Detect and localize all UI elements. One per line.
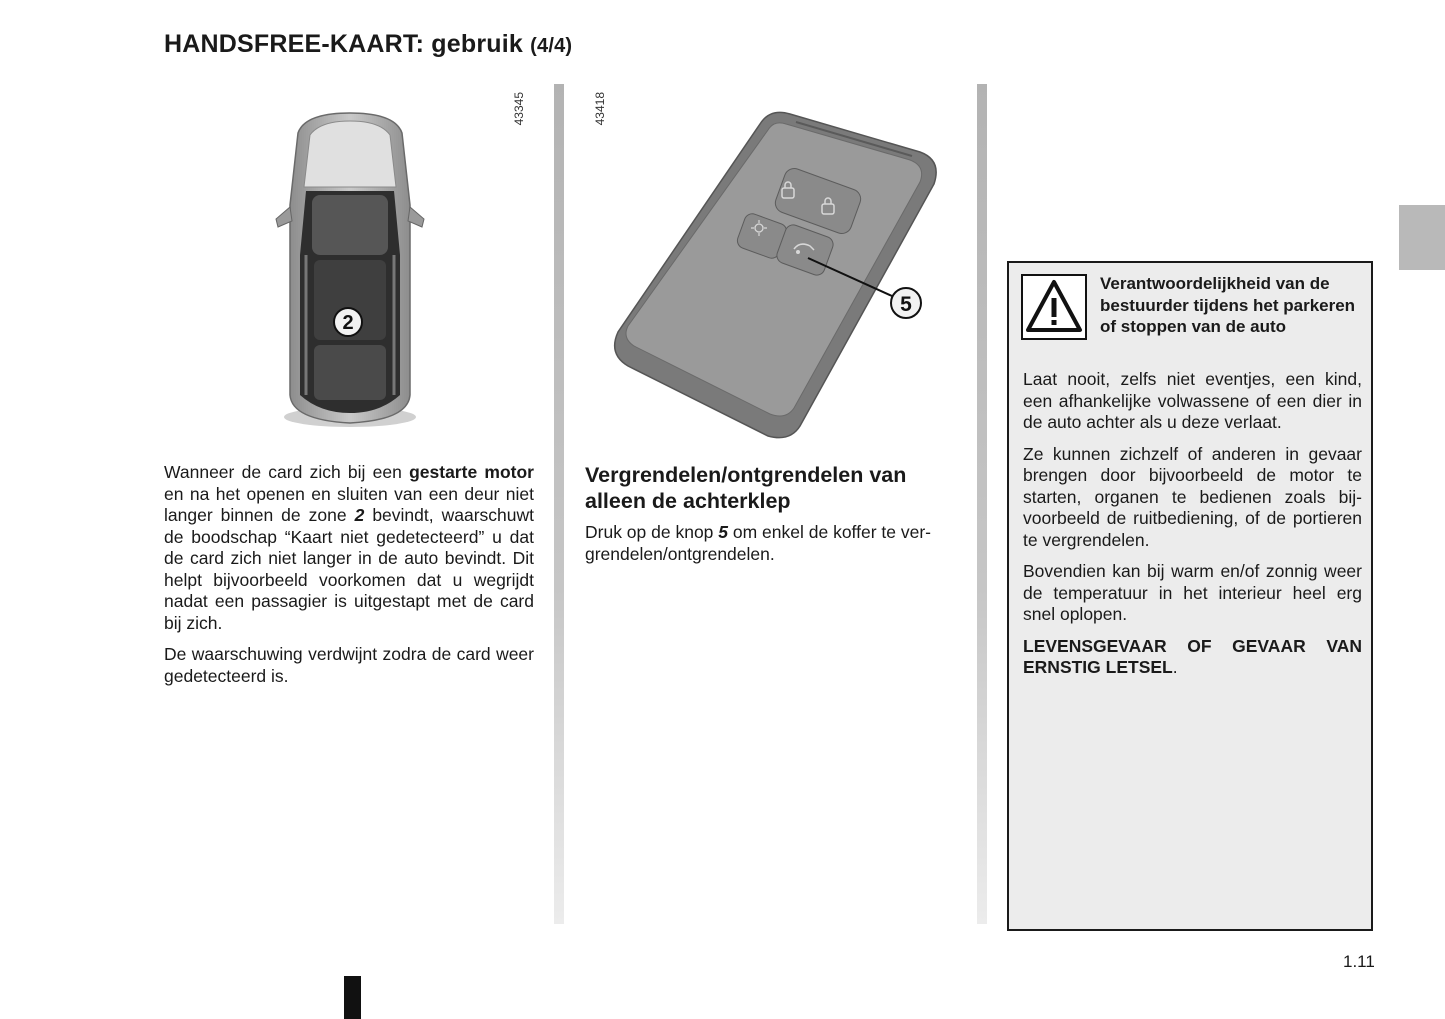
bold-italic-run: 2 [354,505,365,525]
card-figure [600,100,940,445]
column-divider-right [977,84,987,924]
middle-column-text [585,462,957,575]
warning-triangle-icon [1021,274,1087,340]
title-suffix: (4/4) [530,35,573,57]
warning-paragraph-4 [1023,636,1362,679]
section-tab-marker [1399,205,1445,270]
button-callout-5: 5 [900,293,912,316]
title-main: HANDSFREE-KAART: gebruik [164,30,523,58]
warning-paragraph-2: Ze kunnen zichzelf of anderen in gevaar brengen door bijvoorbeeld de motor te starten, organen te bedienen zoals bijvoorbeeld de ruitbediening, of de portieren te vergrendelen. [1023,443,1362,550]
text-run: Druk op de knop [585,522,719,542]
edge-marker [344,976,361,1019]
warning-box [1007,261,1373,931]
handsfree-card-illustration [600,100,940,445]
bold-run: gestarte motor [409,462,534,482]
middle-paragraph-1 [585,522,957,565]
warning-body [1023,369,1362,689]
page-number: 1.11 [1343,952,1375,971]
left-paragraph-2: De waarschuwing verdwijnt zodra de card weer gedetecteerd is. [164,644,534,686]
figure-ref-number-car: 43345 [512,92,526,126]
zone-callout-2: 2 [342,312,354,334]
car-topview-figure [250,95,450,435]
text-run: . [1172,657,1178,677]
column-divider-left [554,84,564,924]
bold-run: LEVENSGEVAAR OF GEVAAR VAN ERNSTIG LETSEL [1023,635,1362,677]
text-run: bevindt, waarschuwt de boodschap “Kaart niet gedetecteerd” u dat de card zich niet langer in de auto bevindt. Dit helpt bijvoorbeeld voorkomen dat u wegrijdt nadat een passagier is uitgestapt met de card bij zich. [164,505,535,633]
warning-paragraph-1: Laat nooit, zelfs niet eventjes, een kind, een afhankelijke volwassene of een dier in de auto achter als u deze verlaat. [1023,369,1362,432]
text-run: en na het openen en sluiten van een deur niet langer binnen de zone [164,483,534,525]
left-paragraph-1 [164,462,534,634]
text-run: om enkel de koffer te vergrendelen/ontgrendelen. [585,522,931,564]
car-topview-illustration [250,95,450,435]
warning-paragraph-3: Bovendien kan bij warm en/of zonnig weer de temperatuur in het interieur heel erg snel oplopen. [1023,561,1362,624]
text-run: Wanneer de card zich bij een [164,462,410,482]
warning-heading: Verantwoordelijkheid van de bestuurder tijdens het parkeren of stoppen van de auto [1100,274,1356,336]
section-heading: Vergrendelen/ontgrendelen van alleen de achterklep [585,463,907,513]
bold-italic-run: 5 [718,522,729,542]
left-column-text [164,462,534,697]
figure-ref-number-card: 43418 [593,92,607,126]
page-title [164,30,572,59]
